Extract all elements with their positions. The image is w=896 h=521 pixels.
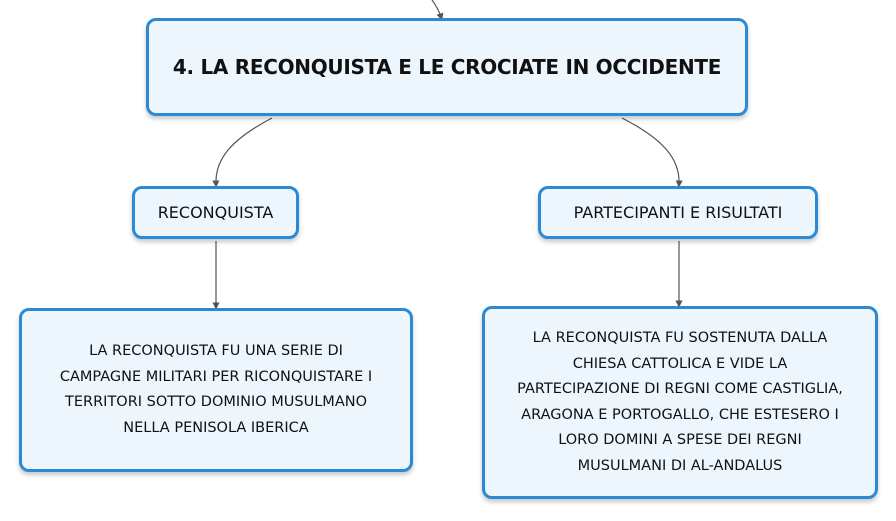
subtopic-node-partecipanti[interactable] xyxy=(538,186,818,239)
detail-text-partecipanti xyxy=(517,326,843,479)
subtopic-label-partecipanti: PARTECIPANTI E RISULTATI xyxy=(573,203,783,222)
detail-line: CHIESA CATTOLICA E VIDE LA xyxy=(572,355,788,372)
detail-line: LA RECONQUISTA FU UNA SERIE DI xyxy=(89,343,343,359)
detail-line: CAMPAGNE MILITARI PER RICONQUISTARE I xyxy=(59,368,373,385)
detail-line: LORO DOMINI A SPESE DEI REGNI xyxy=(558,432,802,448)
detail-line: ARAGONA E PORTOGALLO, CHE ESTESERO I xyxy=(521,406,839,423)
detail-line: TERRITORI SOTTO DOMINIO MUSULMANO xyxy=(65,394,367,410)
subtopic-label-reconquista: RECONQUISTA xyxy=(157,203,274,222)
connector-main-to-partecipanti xyxy=(622,118,679,184)
main-topic-label: 4. LA RECONQUISTA E LE CROCIATE IN OCCIDENTE xyxy=(172,55,722,79)
detail-line: MUSULMANI DI AL-ANDALUS xyxy=(577,457,783,474)
detail-line: PARTECIPAZIONE DI REGNI COME CASTIGLIA, xyxy=(517,381,843,397)
detail-line: LA RECONQUISTA FU SOSTENUTA DALLA xyxy=(532,330,828,346)
detail-node-partecipanti[interactable] xyxy=(482,306,878,499)
subtopic-node-reconquista[interactable] xyxy=(132,186,299,239)
connector-parent-to-main xyxy=(432,0,441,17)
detail-text-reconquista xyxy=(60,339,372,441)
detail-line: NELLA PENISOLA IBERICA xyxy=(123,419,309,436)
detail-node-reconquista[interactable] xyxy=(19,308,413,472)
main-topic-node[interactable] xyxy=(146,18,748,116)
connector-main-to-reconquista xyxy=(216,118,272,184)
